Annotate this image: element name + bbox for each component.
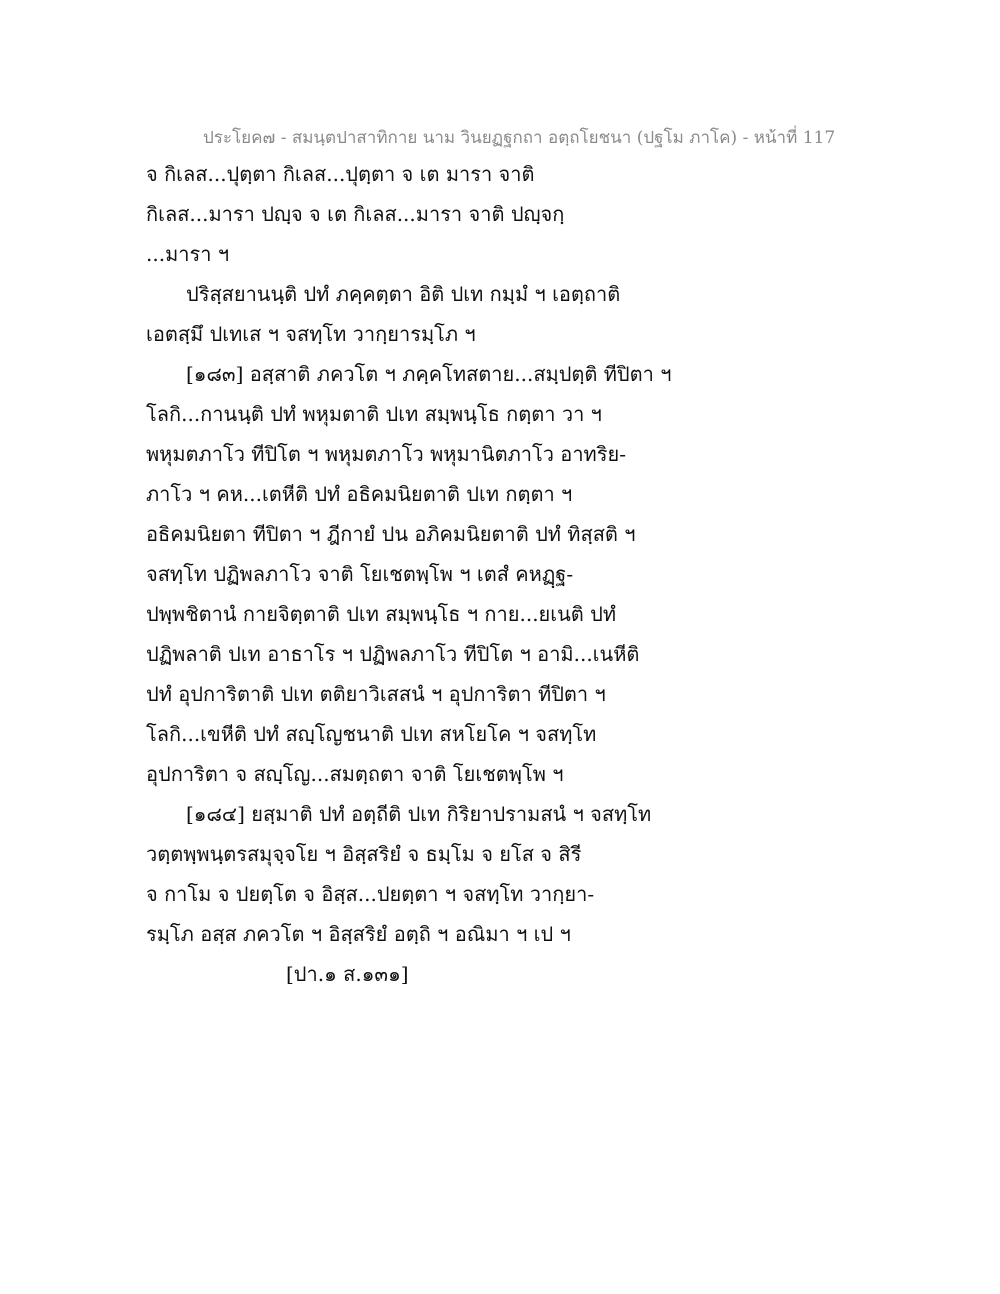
text-line-7: โลกิ...กานนฺติ ปทํ พหุมตาติ ปเท สมฺพนฺโธ กตฺตา วา ฯ <box>146 402 602 426</box>
text-line-18: วตฺตพฺพนฺตรสมุจฺจโย ฯ อิสฺสริยํ จ ธมฺโม จ ยโส จ สิรี <box>146 842 582 866</box>
text-line-9: ภาโว ฯ คห...เตหีติ ปทํ อธิคมนิยตาติ ปเท กตฺตา ฯ <box>146 482 573 506</box>
text-line-17: [๑๘๔] ยสฺมาติ ปทํ อตฺถีติ ปเท กิริยาปรามสนํ ฯ จสทฺโท <box>186 802 652 826</box>
page-reference: [ปา.๑ ส.๑๓๑] <box>286 962 409 986</box>
text-line-13: ปฏิพลาติ ปเท อาธาโร ฯ ปฏิพลภาโว ทีปิโต ฯ อามิ...เนหีติ <box>146 642 640 666</box>
text-line-10: อธิคมนิยตา ทีปิตา ฯ ฎีกายํ ปน อภิคมนิยตาติ ปทํ ทิสฺสติ ฯ <box>146 522 636 546</box>
text-line-15: โลกิ...เขหีติ ปทํ สญฺโญชนาติ ปเท สหโยโค ฯ จสทฺโท <box>146 722 597 746</box>
text-line-8: พหุมตภาโว ทีปิโต ฯ พหุมตภาโว พหุมานิตภาโว อาทริย- <box>146 442 626 466</box>
text-line-20: รมฺโภ อสฺส ภควโต ฯ อิสฺสริยํ อตฺถิ ฯ อณิมา ฯ เป ฯ <box>146 922 571 946</box>
text-line-12: ปพฺพชิตานํ กายจิตฺตาติ ปเท สมฺพนฺโธ ฯ กาย...ยเนติ ปทํ <box>146 602 617 626</box>
text-line-14: ปทํ อุปการิตาติ ปเท ตติยาวิเสสนํ ฯ อุปการิตา ทีปิตา ฯ <box>146 682 606 706</box>
text-line-2: กิเลส...มารา ปญฺจ จ เต กิเลส...มารา จาติ ปญฺจกฺ <box>146 202 565 226</box>
text-line-4: ปริสฺสยานนฺติ ปทํ ภคฺคตฺตา อิติ ปเท กมฺมํ ฯ เอตฺถาติ <box>186 282 621 306</box>
page-header: ประโยค๗ - สมนฺตปาสาทิกาย นาม วินยฏฐกถา อตฺถโยชนา (ปฐโม ภาโค) - หน้าที่ 117 <box>203 128 836 148</box>
text-line-6: [๑๘๓] อสฺสาติ ภควโต ฯ ภคฺคโทสตาย...สมฺปตฺติ ทีปิตา ฯ <box>186 362 672 386</box>
text-line-11: จสทฺโท ปฏิพลภาโว จาติ โยเชตพฺโพ ฯ เตสํ คหฏฺฐ- <box>146 562 574 586</box>
text-line-1: จ กิเลส...ปุตฺตา กิเลส...ปุตฺตา จ เต มารา จาติ <box>146 162 535 186</box>
text-line-3: ...มารา ฯ <box>146 242 230 266</box>
text-line-16: อุปการิตา จ สญฺโญ...สมตฺถตา จาติ โยเชตพฺโพ ฯ <box>146 762 564 786</box>
text-line-5: เอตสฺมึ ปเทเส ฯ จสทฺโท วากฺยารมฺโภ ฯ <box>146 322 476 346</box>
text-line-19: จ กาโม จ ปยตฺโต จ อิสฺส...ปยตฺตา ฯ จสทฺโท วากฺยา- <box>146 882 595 906</box>
